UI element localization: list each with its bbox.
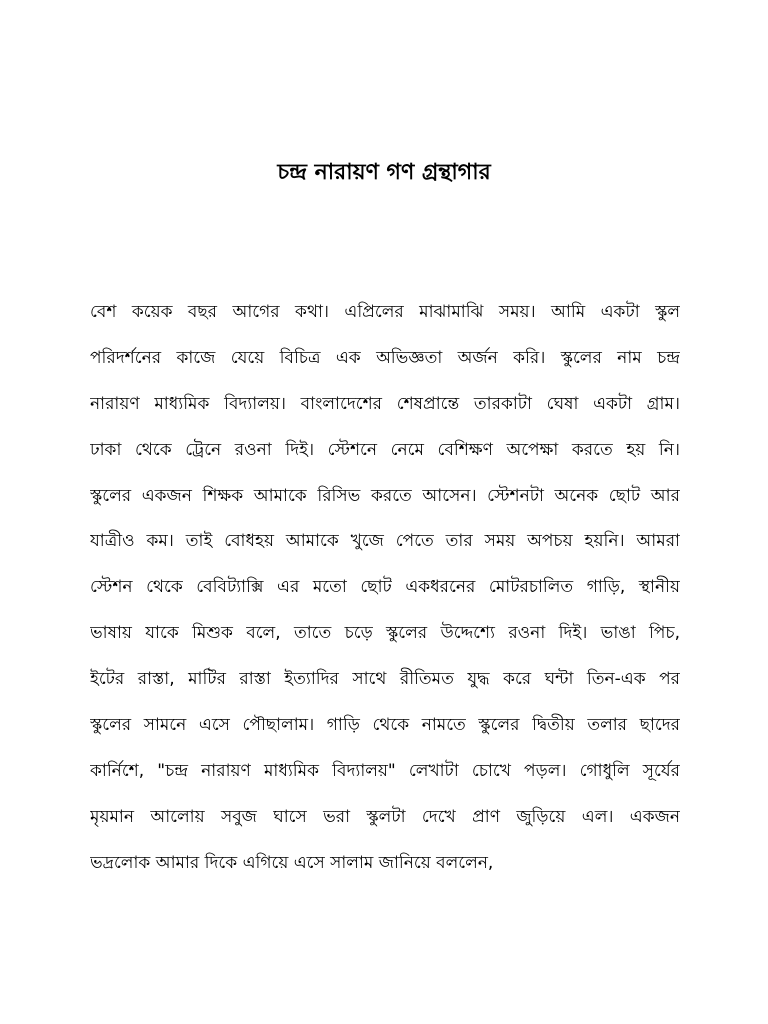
body-line: বেশ কয়েক বছর আগের কথা। এপ্রিলের মাঝামাঝি সময়। আমি একটা স্কুল bbox=[90, 302, 680, 322]
body-line: যাত্রীও কম। তাই বোধহয় আমাকে খুজে পেতে তার সময় অপচয় হয়নি। আমরা bbox=[90, 531, 680, 552]
document-title: চন্দ্র নারায়ণ গণ গ্রন্থাগার bbox=[277, 160, 491, 185]
body-line: ইটের রাস্তা, মাটির রাস্তা ইত্যাদির সাথে রীতিমত যুদ্ধ করে ঘন্টা তিন-এক পর bbox=[90, 669, 680, 690]
body-line: ভাষায় যাকে মিশুক বলে, তাতে চড়ে স্কুলের উদ্দেশ্যে রওনা দিই। ভাঙা পিচ, bbox=[90, 623, 680, 644]
body-line: মৃয়মান আলোয় সবুজ ঘাসে ভরা স্কুলটা দেখে প্রাণ জুড়িয়ে এল। একজন bbox=[90, 806, 680, 827]
body-line: নারায়ণ মাধ্যমিক বিদ্যালয়। বাংলাদেশের শেষপ্রান্তে তারকাটা ঘেষা একটা গ্রাম। bbox=[90, 393, 680, 414]
body-line: ঢাকা থেকে ট্রেনে রওনা দিই। স্টেশনে নেমে বেশিক্ষণ অপেক্ষা করতে হয় নি। bbox=[90, 439, 680, 460]
body-line: ভদ্রলোক আমার দিকে এগিয়ে এসে সালাম জানিয়ে বললেন, bbox=[90, 852, 494, 873]
body-line: কার্নিশে, "চন্দ্র নারায়ণ মাধ্যমিক বিদ্যালয়" লেখাটা চোখে পড়ল। গোধুলি সূর্যের bbox=[90, 760, 680, 781]
body-line: স্কুলের সামনে এসে পৌছালাম। গাড়ি থেকে নামতে স্কুলের দ্বিতীয় তলার ছাদের bbox=[90, 715, 680, 736]
document-body bbox=[90, 292, 680, 889]
body-line: স্টেশন থেকে বেবিট্যাক্সি এর মতো ছোট একধরনের মোটরচালিত গাড়ি, স্থানীয় bbox=[90, 577, 680, 598]
body-line: স্কুলের একজন শিক্ষক আমাকে রিসিভ করতে আসেন। স্টেশনটা অনেক ছোট আর bbox=[90, 485, 680, 506]
body-line: পরিদর্শনের কাজে যেয়ে বিচিত্র এক অভিজ্ঞতা অর্জন করি। স্কুলের নাম চন্দ্র bbox=[90, 347, 680, 368]
